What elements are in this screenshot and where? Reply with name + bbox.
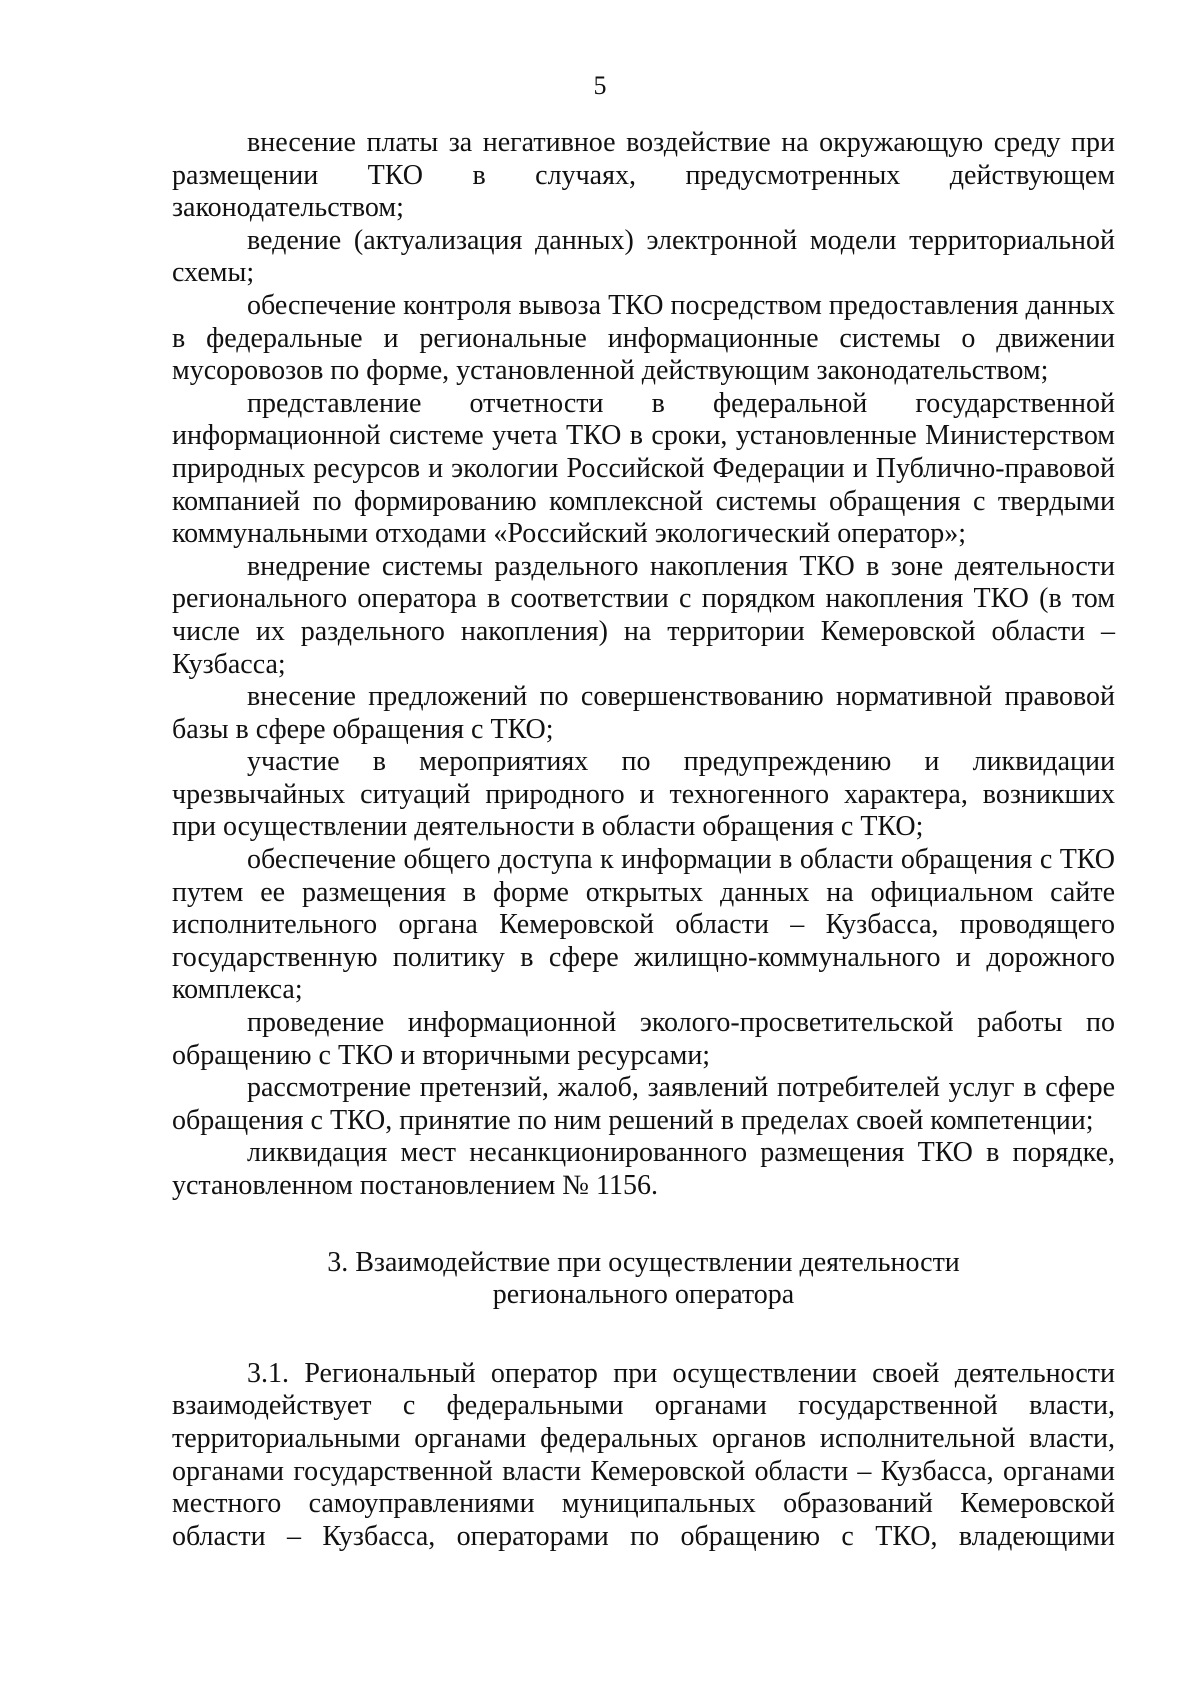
section-heading-line-2: регионального оператора	[492, 1279, 795, 1311]
list-item-removal-control: обеспечение контроля вывоза ТКО посредством предоставления данных в федеральные и региональные информационные системы о движении мусоровозов по форме, установленной действующим законодательством;	[172, 289, 1115, 387]
list-item-reporting: представление отчетности в федеральной государственной информационной системе учета ТКО в сроки, установленные Министерством природных ресурсов и экологии Российской Федерации и Публично-правовой компанией по формированию комплексной системы обращения с твердыми коммунальными отходами «Российский экологический оператор»;	[172, 387, 1115, 550]
page-number: 5	[593, 71, 607, 100]
document-body	[172, 127, 1115, 1553]
section-paragraph-3-1: 3.1. Региональный оператор при осуществлении своей деятельности взаимодействует с федеральными органами государственной власти, территориальными органами федеральных органов исполнительной власти, органами государственной власти Кемеровской области – Кузбасса, органами местного самоуправлениями муниципальных образований Кемеровской области – Кузбасса, операторами по обращению с ТКО, владеющими	[172, 1357, 1115, 1552]
list-item-illegal-dumps: ликвидация мест несанкционированного размещения ТКО в порядке, установленном постановлением № 1156.	[172, 1137, 1115, 1201]
list-item-ecological-education: проведение информационной эколого-просветительской работы по обращению с ТКО и вторичными ресурсами;	[172, 1007, 1115, 1071]
section-heading	[172, 1247, 1115, 1312]
list-item-separate-collection: внедрение системы раздельного накопления ТКО в зоне деятельности регионального оператора в соответствии с порядком накопления ТКО (в том числе их раздельного накопления) на территории Кемеровской области – Кузбасса;	[172, 550, 1115, 680]
list-item-fee-payment: внесение платы за негативное воздействие на окружающую среду при размещении ТКО в случаях, предусмотренных действующем законодательством;	[172, 127, 1115, 224]
list-item-electronic-model: ведение (актуализация данных) электронной модели территориальной схемы;	[172, 224, 1115, 289]
section-heading-line-1: 3. Взаимодействие при осуществлении деятельности	[327, 1246, 960, 1278]
list-item-regulatory-proposals: внесение предложений по совершенствованию нормативной правовой базы в сфере обращения с ТКО;	[172, 681, 1115, 745]
list-item-public-access: обеспечение общего доступа к информации в области обращения с ТКО путем ее размещения в форме открытых данных на официальном сайте исполнительного органа Кемеровской области – Кузбасса, проводящего государственную политику в сфере жилищно-коммунального и дорожного комплекса;	[172, 844, 1115, 1006]
list-item-complaints-review: рассмотрение претензий, жалоб, заявлений потребителей услуг в сфере обращения с ТКО, принятие по ним решений в пределах своей компетенции;	[172, 1072, 1115, 1136]
list-item-emergency-participation: участие в мероприятиях по предупреждению и ликвидации чрезвычайных ситуаций природного и техногенного характера, возникших при осуществлении деятельности в области обращения с ТКО;	[172, 746, 1115, 843]
